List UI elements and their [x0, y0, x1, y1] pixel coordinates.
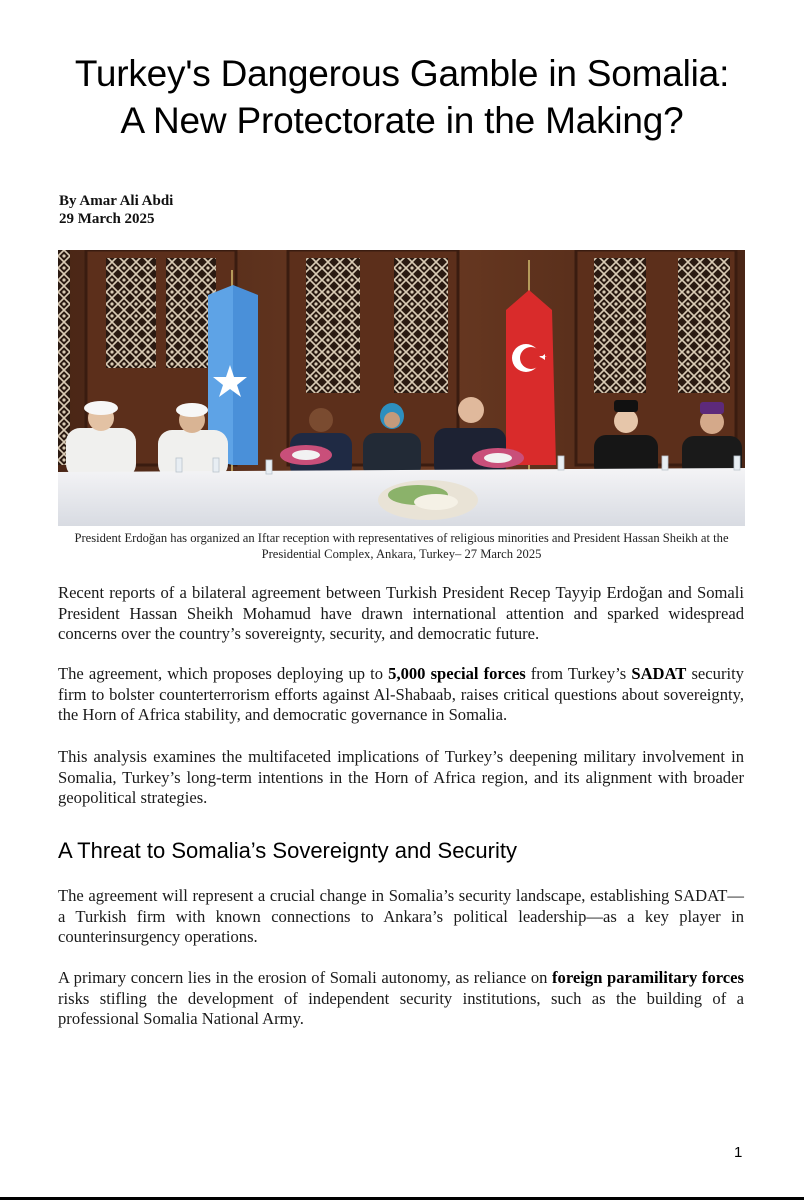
paragraph-5-text: risks stifling the development of independent security institutions, such as the building of a professional Somalia National Army.	[58, 988, 744, 1028]
paragraph-2-bold-sadat: SADAT	[631, 664, 687, 683]
paragraph-4: The agreement will represent a crucial change in Somalia’s security landscape, establishing SADAT—a Turkish firm with known connections to Ankara’s political leadership—as a key player in counterinsurgency operations.	[58, 886, 744, 946]
paragraph-5-bold: foreign paramilitary forces	[552, 968, 744, 987]
section-heading: A Threat to Somalia’s Sovereignty and Security	[58, 838, 517, 863]
byline	[59, 192, 173, 228]
paragraph-5-text: A primary concern lies in the erosion of Somali autonomy, as reliance on	[58, 968, 553, 987]
title-line-1: Turkey's Dangerous Gamble in Somalia:	[74, 53, 730, 94]
paragraph-2-bold-forces: 5,000 special forces	[388, 664, 526, 683]
paragraph-5	[58, 968, 744, 1030]
publish-date: 29 March 2025	[59, 211, 155, 227]
article-photo	[58, 250, 745, 526]
author-name: By Amar Ali Abdi	[59, 193, 174, 209]
paragraph-2-text: from Turkey’s	[525, 664, 632, 683]
paragraph-2-text: security firm to bolster counterterrorism efforts against Al-Shabaab, raises critical questions about sovereignty, the Horn of Africa stability, and democratic governance in Somalia.	[58, 664, 744, 724]
paragraph-2-text: The agreement, which proposes deploying up to	[58, 664, 389, 683]
paragraph-3: This analysis examines the multifaceted implications of Turkey’s deepening military involvement in Somalia, Turkey’s long-term intentions in the Horn of Africa region, and its alignment with broader geopolitical strategies.	[58, 747, 744, 807]
article-title	[0, 50, 804, 144]
paragraph-2	[58, 664, 744, 726]
page-number: 1	[734, 1144, 743, 1161]
title-line-2: A New Protectorate in the Making?	[120, 100, 684, 141]
paragraph-1: Recent reports of a bilateral agreement between Turkish President Recep Tayyip Erdoğan and Somali President Hassan Sheikh Mohamud have drawn international attention and sparked widespread concerns over the country’s sovereignty, security, and democratic future.	[58, 583, 744, 643]
photo-caption: President Erdoğan has organized an Iftar reception with representatives of religious minorities and President Hassan Sheikh at the Presidential Complex, Ankara, Turkey– 27 March 2025	[74, 531, 729, 561]
